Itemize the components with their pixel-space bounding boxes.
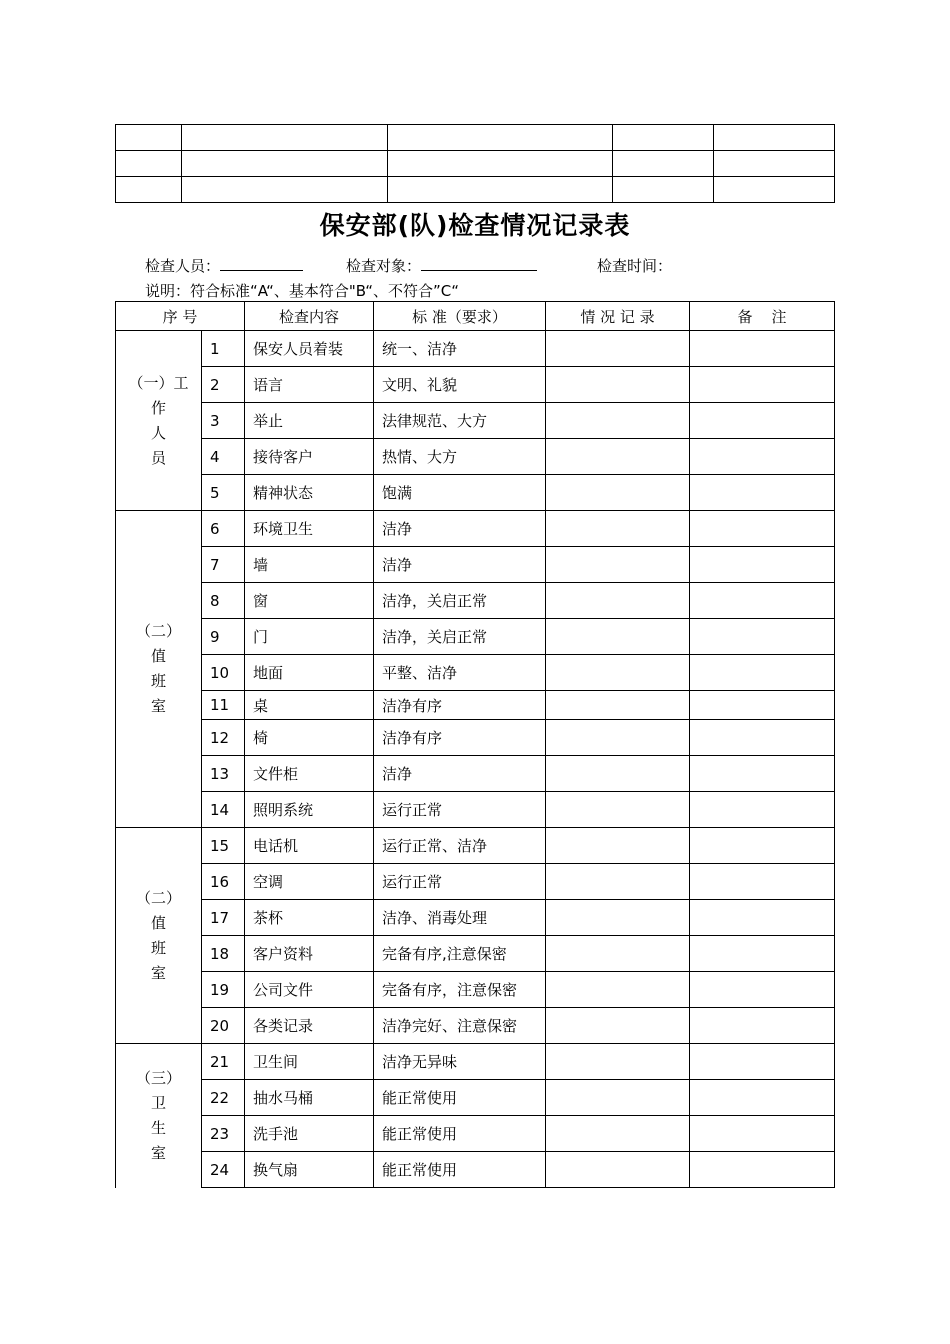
record-cell[interactable] [546,403,690,439]
record-cell[interactable] [546,1080,690,1116]
check-item: 接待客户 [245,439,374,475]
record-cell[interactable] [546,756,690,792]
category-label-line: 班 [150,672,166,690]
time-label: 检查时间： [597,257,673,275]
row-number: 1 [202,331,245,367]
remarks-cell[interactable] [690,691,835,720]
record-cell[interactable] [546,864,690,900]
row-number: 8 [202,583,245,619]
table-row [116,828,835,864]
remarks-cell[interactable] [690,864,835,900]
category-label-line: 室 [150,963,166,982]
document-title: 保安部(队)检查情况记录表 [319,211,631,240]
category-label-line: 生 [150,1118,166,1137]
table-row [116,1080,835,1116]
category-label-line: 人 [150,423,166,442]
row-number: 22 [202,1080,245,1116]
table-row [116,720,835,756]
row-number: 4 [202,439,245,475]
record-cell[interactable] [546,720,690,756]
table-row [116,756,835,792]
row-number: 9 [202,619,245,655]
standard-requirement: 能正常使用 [374,1116,546,1152]
remarks-cell[interactable] [690,475,835,511]
check-item: 椅 [245,720,374,756]
table-row [116,547,835,583]
record-cell[interactable] [546,583,690,619]
remarks-cell[interactable] [690,583,835,619]
category-cell [116,331,202,511]
standard-requirement: 法律规范、大方 [374,403,546,439]
header-item: 检查内容 [245,302,374,331]
time-field [597,255,672,276]
standard-requirement: 平整、洁净 [374,655,546,691]
check-item: 文件柜 [245,756,374,792]
row-number: 2 [202,367,245,403]
category-label-line: 员 [150,448,166,467]
category-label-line: 值 [150,913,166,932]
target-field [346,255,537,276]
table-row [116,864,835,900]
check-item: 电话机 [245,828,374,864]
category-cell [116,828,202,1044]
standard-requirement: 文明、礼貌 [374,367,546,403]
row-number: 13 [202,756,245,792]
standard-requirement: 饱满 [374,475,546,511]
standard-requirement: 洁净有序 [374,691,546,720]
previous-page-table-fragment [115,124,835,203]
standard-requirement: 洁净 [374,547,546,583]
check-item: 卫生间 [245,1044,374,1080]
remarks-cell[interactable] [690,1008,835,1044]
check-item: 抽水马桶 [245,1080,374,1116]
row-number: 19 [202,972,245,1008]
row-number: 18 [202,936,245,972]
remarks-cell[interactable] [690,756,835,792]
row-number: 6 [202,511,245,547]
check-item: 环境卫生 [245,511,374,547]
remarks-cell[interactable] [690,1044,835,1080]
check-item: 公司文件 [245,972,374,1008]
remarks-cell[interactable] [690,367,835,403]
check-item: 举止 [245,403,374,439]
check-item: 各类记录 [245,1008,374,1044]
record-cell[interactable] [546,936,690,972]
row-number: 16 [202,864,245,900]
category-label-line: 值 [150,647,166,665]
record-cell[interactable] [546,792,690,828]
category-label-line: （三） [135,1068,181,1087]
table-row [116,331,835,367]
category-label-line: 班 [150,938,166,957]
remarks-cell[interactable] [690,439,835,475]
table-row [116,403,835,439]
empty-row [116,177,835,203]
category-cell [116,511,202,828]
empty-row [116,151,835,177]
record-cell[interactable] [546,367,690,403]
inspection-table [115,301,835,1188]
table-row [116,475,835,511]
target-label: 检查对象： [346,257,422,275]
remarks-cell[interactable] [690,331,835,367]
table-row [116,1116,835,1152]
table-row [116,511,835,547]
header-standard: 标 准（要求） [374,302,546,331]
remarks-cell[interactable] [690,655,835,691]
standard-requirement: 洁净完好、注意保密 [374,1008,546,1044]
standard-requirement: 运行正常 [374,864,546,900]
standard-requirement: 洁净有序 [374,720,546,756]
row-number: 11 [202,691,245,720]
record-cell[interactable] [546,900,690,936]
inspector-label: 检查人员： [145,257,221,275]
row-number: 21 [202,1044,245,1080]
header-record: 情 况 记 录 [546,302,690,331]
record-cell[interactable] [546,691,690,720]
check-item: 洗手池 [245,1116,374,1152]
remarks-cell[interactable] [690,720,835,756]
standard-requirement: 热情、大方 [374,439,546,475]
check-item: 照明系统 [245,792,374,828]
check-item: 语言 [245,367,374,403]
remarks-cell[interactable] [690,403,835,439]
inspector-field [145,255,303,276]
table-row [116,439,835,475]
check-item: 门 [245,619,374,655]
table-row [116,972,835,1008]
table-row [116,583,835,619]
standard-requirement: 洁净 [374,756,546,792]
remarks-cell[interactable] [690,1152,835,1188]
record-cell[interactable] [546,655,690,691]
record-cell[interactable] [546,828,690,864]
row-number: 24 [202,1152,245,1188]
table-row [116,1044,835,1080]
record-cell[interactable] [546,972,690,1008]
rating-note: 说明：符合标准“A“、基本符合"B“、不符合”C“ [145,282,460,300]
check-item: 墙 [245,547,374,583]
record-cell[interactable] [546,439,690,475]
remarks-cell[interactable] [690,972,835,1008]
category-label-line: （二） [135,888,181,907]
standard-requirement: 完备有序，注意保密 [374,972,546,1008]
row-number: 20 [202,1008,245,1044]
remarks-cell[interactable] [690,619,835,655]
remarks-cell[interactable] [690,792,835,828]
standard-requirement: 能正常使用 [374,1152,546,1188]
category-label-line: 室 [150,697,166,715]
standard-requirement: 洁净无异味 [374,1044,546,1080]
standard-requirement: 洁净，关启正常 [374,583,546,619]
check-item: 窗 [245,583,374,619]
table-row [116,900,835,936]
record-cell[interactable] [546,331,690,367]
row-number: 23 [202,1116,245,1152]
standard-requirement: 运行正常 [374,792,546,828]
standard-requirement: 洁净 [374,511,546,547]
record-cell[interactable] [546,1116,690,1152]
table-row [116,655,835,691]
check-item: 空调 [245,864,374,900]
standard-requirement: 完备有序,注意保密 [374,936,546,972]
remarks-cell[interactable] [690,828,835,864]
remarks-cell[interactable] [690,936,835,972]
remarks-cell[interactable] [690,1080,835,1116]
check-item: 桌 [245,691,374,720]
header-row [116,302,835,331]
record-cell[interactable] [546,619,690,655]
table-row [116,691,835,720]
row-number: 12 [202,720,245,756]
check-item: 茶杯 [245,900,374,936]
row-number: 3 [202,403,245,439]
table-row [116,936,835,972]
standard-requirement: 能正常使用 [374,1080,546,1116]
standard-requirement: 洁净、消毒处理 [374,900,546,936]
row-number: 17 [202,900,245,936]
table-row [116,792,835,828]
check-item: 精神状态 [245,475,374,511]
table-row [116,1152,835,1188]
record-cell[interactable] [546,511,690,547]
remarks-cell[interactable] [690,547,835,583]
standard-requirement: 统一、洁净 [374,331,546,367]
row-number: 14 [202,792,245,828]
inspector-blank[interactable] [220,256,303,271]
standard-requirement: 洁净，关启正常 [374,619,546,655]
category-label-line: 作 [150,398,166,417]
record-cell[interactable] [546,1008,690,1044]
category-label-line: 卫 [150,1093,166,1112]
category-label-line: 室 [150,1143,166,1162]
header-remarks: 备 注 [690,302,835,331]
record-cell[interactable] [546,475,690,511]
remarks-cell[interactable] [690,900,835,936]
table-row [116,1008,835,1044]
category-label-line: （二） [135,622,181,640]
category-cell [116,1044,202,1188]
standard-requirement: 运行正常、洁净 [374,828,546,864]
remarks-cell[interactable] [690,1116,835,1152]
category-label-line: （一）工 [128,373,189,392]
check-item: 地面 [245,655,374,691]
record-cell[interactable] [546,1044,690,1080]
row-number: 5 [202,475,245,511]
empty-row [116,125,835,151]
target-blank[interactable] [421,256,537,271]
remarks-cell[interactable] [690,511,835,547]
row-number: 15 [202,828,245,864]
table-row [116,367,835,403]
check-item: 换气扇 [245,1152,374,1188]
header-seq: 序 号 [116,302,245,331]
row-number: 10 [202,655,245,691]
record-cell[interactable] [546,1152,690,1188]
check-item: 客户资料 [245,936,374,972]
check-item: 保安人员着装 [245,331,374,367]
row-number: 7 [202,547,245,583]
table-row [116,619,835,655]
record-cell[interactable] [546,547,690,583]
